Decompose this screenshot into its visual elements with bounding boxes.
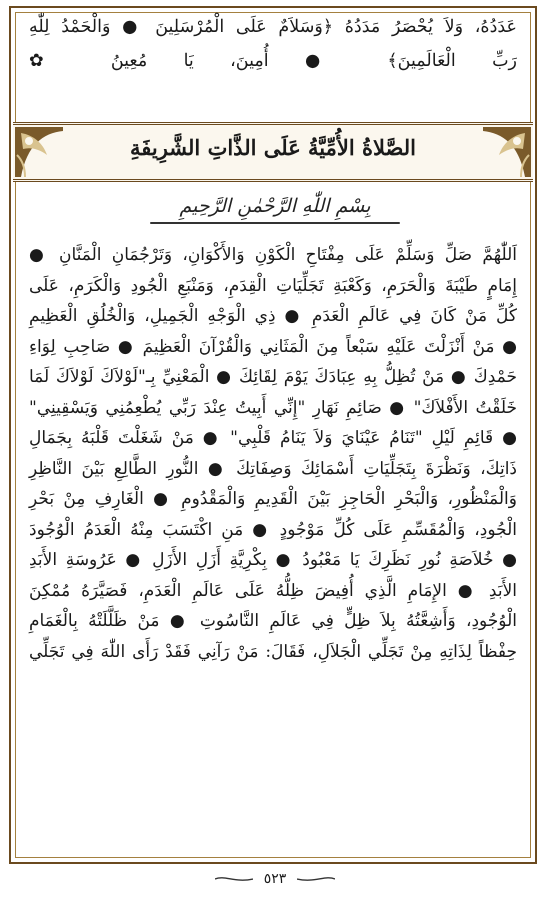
footer-ornament-icon bbox=[215, 875, 253, 883]
body-line: الأَبَدِ ● الإِمَامِ الَّذِي أُفِيضَ ظِلُّهُ عَلَى عَالَمِ الْعَدَمِ، فَصَيَّرَهُ مُمْكِنَ bbox=[29, 580, 517, 601]
body-line: الْجُودِ، وَالْمُقَسِّمِ عَلَى كُلِّ مَوْجُودٍ ● مَنِ اكْتَسَبَ مِنْهُ الْعَدَمُ الْوُجُودَ bbox=[29, 519, 517, 540]
body-line: ذَاتِكَ، وَنَظْرَةَ بِتَجَلِّيَاتِ أَسْمَائِكَ وَصِفَاتِكَ ● النُّورِ الطَّالِعِ بَيْنَ النَّاظِرِ bbox=[29, 458, 517, 479]
top-line-2: رَبِّ الْعَالَمِينَ﴾ ● أُمِينَ، يَا مُعِينُ ✿ bbox=[29, 51, 517, 71]
body-line: خَلَقْتُ الأَفْلاَكَ" ● صَائِمِ نَهَارِ "إِنِّي أَبِيتُ عِنْدَ رَبِّي يُطْعِمُنِي وَيَسْقِينِي" bbox=[29, 397, 517, 418]
corner-ornament-icon bbox=[481, 125, 533, 179]
page-footer bbox=[0, 868, 550, 898]
main-text-block bbox=[11, 240, 535, 667]
body-line: ● خُلاَصَةِ نُورِ نَظَرِكَ يَا مَعْبُودُ ● بِكْرِيَّةِ أَزَلِ الأَزَلِ ● عَرُوسَةِ الأَبَدِ bbox=[29, 550, 517, 570]
body-line: ● قَائِمِ لَيْلِ "تَنَامُ عَيْنَايَ وَلاَ يَنَامُ قَلْبِي" ● مَنْ شَغَلْتَ قَلْبَهُ بِجَمَالِ bbox=[29, 428, 517, 448]
section-title: الصَّلاةُ الأُمِّيَّةُ عَلَى الذَّاتِ الشَّرِيفَةِ bbox=[129, 135, 416, 160]
section-title-box bbox=[13, 122, 533, 182]
top-line-1: عَدَدُهُ، وَلاَ يُحْصَرُ مَدَدُهُ ﴿وَسَلاَمٌ عَلَى الْمُرْسَلِينَ ● وَالْحَمْدُ لِلّٰهِ bbox=[29, 17, 517, 37]
body-line: اَللّٰهُمَّ صَلِّ وَسَلِّمْ عَلَى مِفْتَاحِ الْكَوْنِ وَالأَكْوَانِ، وَتَرْجُمَانِ الْمَنَّانِ ● bbox=[29, 245, 517, 265]
page-number: ٥٢٣ bbox=[263, 870, 287, 887]
top-text-block bbox=[11, 10, 535, 78]
basmala-calligraphy: بِسْمِ اللّٰهِ الرَّحْمٰنِ الرَّحِيمِ bbox=[179, 195, 371, 217]
body-line: حِفْظاً لِذَاتِهِ مِنْ تَجَلِّي الْجَلاَلِ، فَقَالَ: مَنْ رَآنِي فَقَدْ رَأَى اللّٰهَ فِي تَجَلِّي bbox=[29, 641, 517, 662]
footer-ornament-icon bbox=[297, 875, 335, 883]
body-line: إِمَامٍ طَيْبَةَ وَالْحَرَمِ، وَكَعْبَةِ تَجَلِّيَاتِ الْقِدَمِ، وَمَنْبَعِ الْجُودِ وَالْكَرَمِ، عَلَى bbox=[29, 275, 517, 296]
body-line: وَالْمَنْظُورِ، وَالْبَحْرِ الْحَاجِزِ بَيْنَ الْقَدِيمِ وَالْمَقْدُومِ ● الْغَارِفِ مِنْ بَحْرِ bbox=[29, 489, 517, 509]
body-line: الْوُجُودِ، وَأَشِعَّتُهُ بِلاَ ظِلٍّ فِي عَالَمِ النَّاسُوتِ ● مَنْ ظَلَّلَتْهُ بِالْغَمَامِ bbox=[29, 611, 517, 631]
body-line: حَمْدِكَ ● مَنْ تُظِلُّ بِهِ عِبَادَكَ يَوْمَ لِقَائِكَ ● الْمَعْنِيِّ بِـ"لَوْلاَكَ لَوْلاَكَ لَمَا bbox=[29, 367, 517, 387]
body-line: كُلِّ مَنْ كَانَ فِي عَالَمِ الْعَدَمِ ● ذِي الْوَجْهِ الْجَمِيلِ، وَالْخُلُقِ الْعَظِيمِ bbox=[29, 306, 517, 326]
body-line: ● مَنْ أَنْزَلْتَ عَلَيْهِ سَبْعاً مِنَ الْمَثَانِي وَالْقُرْآنَ الْعَظِيمَ ● صَاحِبِ لِوَاءِ bbox=[29, 336, 517, 357]
basmala-underline bbox=[150, 222, 400, 224]
corner-ornament-icon bbox=[13, 125, 65, 179]
